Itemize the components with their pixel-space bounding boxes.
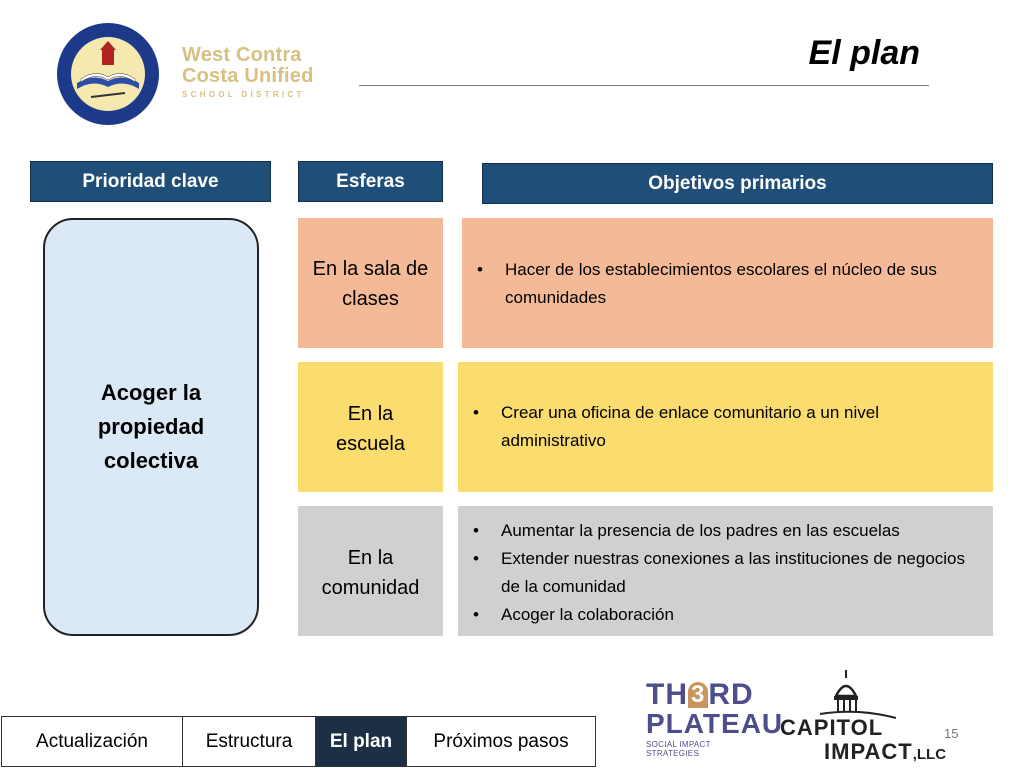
capitol-line-1: CAPITOL — [780, 715, 884, 740]
brand-line-2: Costa Unified — [182, 65, 314, 87]
capitol-impact-logo — [780, 716, 946, 767]
capitol-line-2: IMPACT — [824, 739, 913, 764]
objective-item: • Acoger la colaboración — [458, 601, 979, 629]
sphere-label: En la escuela — [336, 403, 405, 455]
header-priority: Prioridad clave — [30, 161, 271, 202]
sphere-label: En la comunidad — [321, 547, 420, 599]
third-plateau-rd: RD — [708, 678, 754, 711]
priority-text: Acoger la propiedad colectiva — [97, 380, 205, 473]
objective-item: • Hacer de los establecimientos escolares el núcleo de sus comunidades — [462, 256, 973, 312]
third-plateau-plateau: PLATEAU — [646, 708, 784, 739]
objective-item: • Extender nuestras conexiones a las instituciones de negocios de la comunidad — [458, 545, 979, 601]
sphere-community — [298, 506, 443, 636]
slide-title: El plan — [808, 34, 920, 72]
sphere-classroom — [298, 218, 443, 348]
objective-item: • Aumentar la presencia de los padres en las escuelas — [458, 517, 979, 545]
district-name-logo — [182, 45, 314, 99]
sphere-label: En la sala de clases — [312, 258, 429, 310]
third-plateau-th: TH — [646, 678, 688, 711]
section-nav — [1, 716, 596, 767]
objectives-school — [458, 362, 993, 492]
school-district-seal-logo — [55, 21, 161, 127]
tab-proximos-pasos[interactable]: Próximos pasos — [433, 730, 569, 752]
capitol-suffix: ,LLC — [912, 746, 947, 763]
tab-actualizacion[interactable]: Actualización — [2, 717, 183, 766]
objectives-classroom — [462, 218, 993, 348]
objectives-community — [458, 506, 993, 636]
objective-item: • Crear una oficina de enlace comunitario a un nivel administrativo — [458, 399, 973, 455]
header-objectives: Objetivos primarios — [482, 163, 993, 204]
brand-line-1: West Contra — [182, 44, 302, 66]
page-number: 15 — [944, 726, 959, 741]
tab-estructura[interactable]: Estructura — [183, 717, 316, 766]
title-divider — [359, 85, 929, 86]
sphere-school — [298, 362, 443, 492]
third-plateau-logo — [646, 678, 784, 758]
priority-box — [43, 218, 259, 636]
header-spheres: Esferas — [298, 161, 443, 202]
third-plateau-tagline: SOCIAL IMPACT STRATEGIES — [646, 740, 711, 758]
tab-el-plan[interactable]: El plan — [316, 717, 407, 766]
brand-line-3: SCHOOL DISTRICT — [182, 90, 305, 99]
third-plateau-3: 3 — [688, 682, 708, 708]
